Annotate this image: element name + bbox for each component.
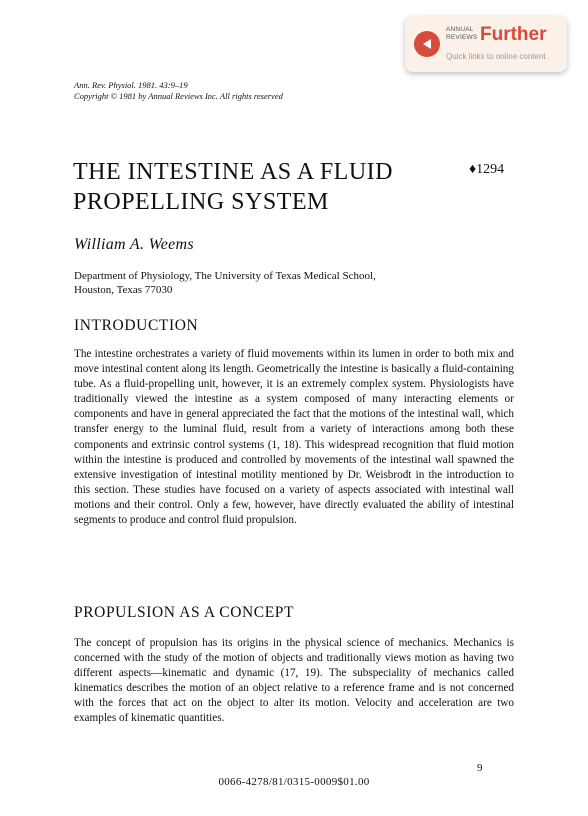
section-heading-introduction: INTRODUCTION bbox=[74, 317, 199, 334]
article-code: ♦1294 bbox=[469, 162, 505, 177]
article-title: THE INTESTINE AS A FLUID PROPELLING SYSTEM bbox=[73, 159, 393, 215]
page-number: 9 bbox=[477, 762, 483, 774]
arrow-left-icon bbox=[414, 31, 440, 57]
introduction-paragraph: The intestine orchestrates a variety of fluid movements within its lumen in order to both mix and move intestinal content along its length. Geometrically the intestine is basically a fluid-containing tube. As a fluid-propelling unit, however, it is an extremely complex system. Physiologists have traditionally viewed the intestine as a system composed of many interacting elements or components and have in general appreciated the fact that the motions of the intestinal wall, which transfer energy to the luminal fluid, result from a variety of interactions among both these components and extrinsic control systems (1, 18). This widespread recognition that fluid motion within the intestine is produced and controlled by movements of the intestinal wall spawned the extensive investigation of intestinal motility mentioned by Dr. Weisbrodt in the introduction to this section. These studies have focused on a variety of aspects associated with intestinal wall motions and their control. Only a few, however, have directly evaluated the ability of intestinal segments to produce and control fluid propulsion. bbox=[74, 348, 514, 527]
annual-reviews-logo-text: ANNUAL REVIEWS bbox=[446, 26, 478, 41]
footer-code: 0066-4278/81/0315-0009$01.00 bbox=[218, 776, 370, 788]
propulsion-paragraph: The concept of propulsion has its origins in the physical science of mechanics. Mechanics is concerned with the study of the motion of objects and traditionally views motion as having two different aspects—kinematic and dynamic (17, 19). The subspeciality of mechanics called kinematics describes the motion of an object relative to a reference frame and is not concerned with the forces that act on the object to alter its motion. Velocity and acceleration are two examples of kinematic quantities. bbox=[74, 637, 514, 725]
journal-citation: Ann. Rev. Physiol. 1981. 43:9–19 Copyright © 1981 by Annual Reviews Inc. All rights reserved bbox=[74, 80, 283, 101]
further-label: Further bbox=[480, 24, 547, 45]
section-heading-propulsion: PROPULSION AS A CONCEPT bbox=[74, 604, 295, 621]
further-subtitle: Quick links to online content bbox=[446, 52, 546, 61]
author-affiliation: Department of Physiology, The University of Texas Medical School, Houston, Texas 77030 bbox=[74, 270, 376, 296]
further-links-badge[interactable] bbox=[405, 16, 567, 72]
author-name: William A. Weems bbox=[74, 236, 194, 253]
